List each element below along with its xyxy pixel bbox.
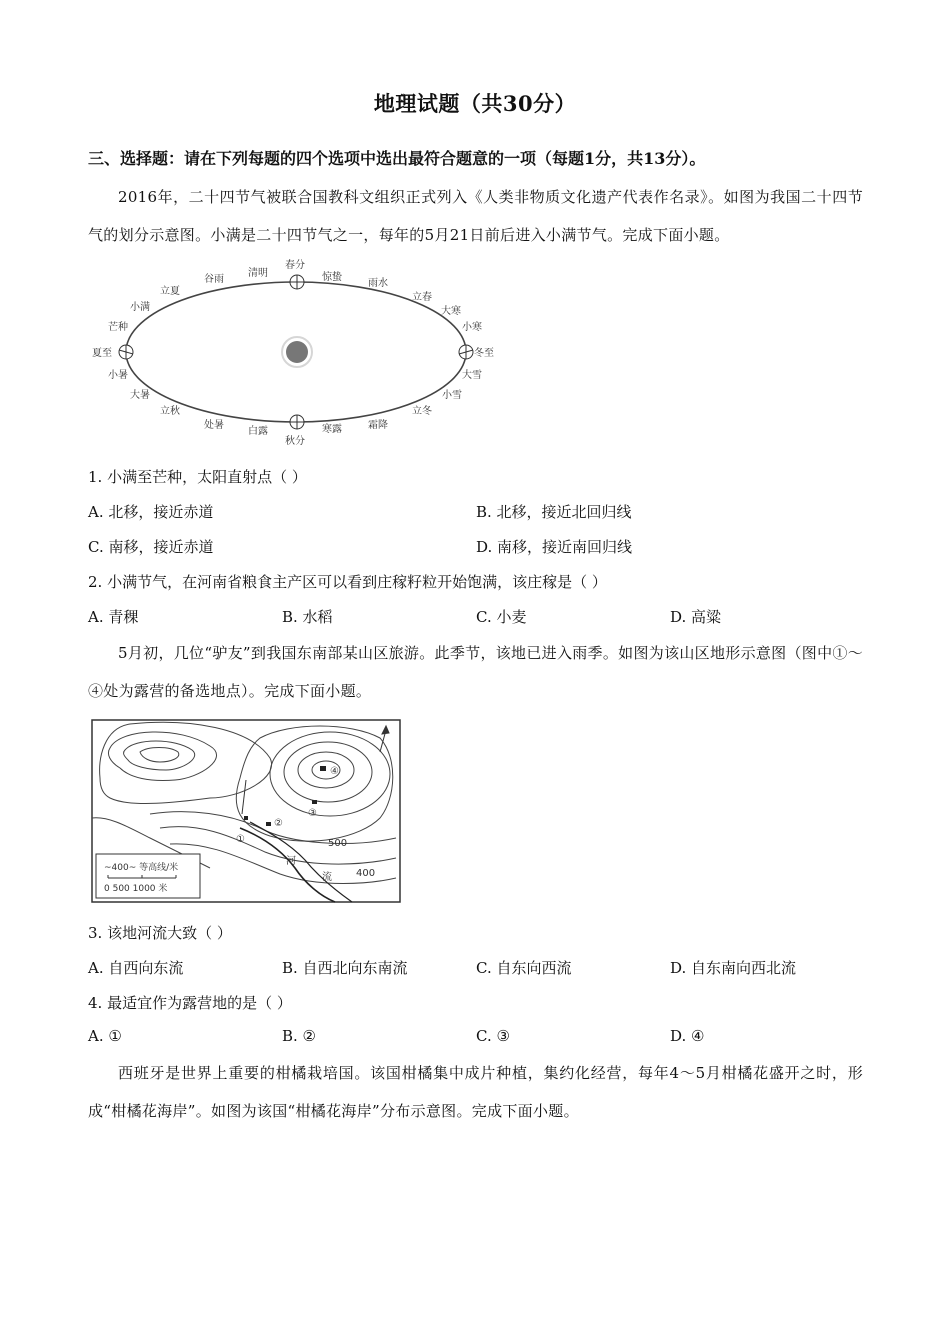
q1-option-b[interactable]: B. 北移，接近北回归线 <box>476 503 632 521</box>
q3-option-d[interactable]: D. 自东南向西北流 <box>670 959 797 977</box>
term-label: 白露 <box>248 426 268 437</box>
term-label: 雨水 <box>368 278 388 289</box>
q2-option-d[interactable]: D. 高粱 <box>670 608 722 626</box>
term-label: 小寒 <box>462 322 482 333</box>
page-title: 地理试题（共30分） <box>373 91 577 116</box>
camp-marker-4: ④ <box>330 766 339 777</box>
term-label: 寒露 <box>322 424 342 435</box>
legend-scale: 0 500 1000 米 <box>104 884 168 894</box>
term-label: 大雪 <box>462 370 482 381</box>
term-label: 惊蛰 <box>322 272 342 283</box>
term-label: 谷雨 <box>204 274 224 285</box>
term-label: 立夏 <box>160 286 180 297</box>
term-label: 霜降 <box>368 420 388 431</box>
question-2: 2. 小满节气，在河南省粮食主产区可以看到庄稼籽粒开始饱满，该庄稼是（ ） <box>88 573 607 591</box>
q1-option-c[interactable]: C. 南移，接近赤道 <box>88 538 214 556</box>
q3-option-a[interactable]: A. 自西向东流 <box>88 959 184 977</box>
passage-citrus: 西班牙是世界上重要的柑橘栽培国。该国柑橘集中成片种植，集约化经营，每年4～5月柑橘花盛开之时，形成“柑橘花海岸”。如图为该国“柑橘花海岸”分布示意图。完成下面小题。 <box>88 1064 863 1120</box>
earth-icon-spring <box>290 275 304 289</box>
term-label: 立秋 <box>160 406 180 417</box>
question-4: 4. 最适宜作为露营地的是（ ） <box>88 994 292 1012</box>
camp-marker-2: ② <box>274 818 283 829</box>
q4-option-d[interactable]: D. ④ <box>670 1027 705 1045</box>
question-3: 3. 该地河流大致（ ） <box>88 924 232 942</box>
legend-contour: ~400~ 等高线/米 <box>104 863 179 873</box>
term-label: 小满 <box>130 302 150 313</box>
term-label: 立春 <box>412 292 432 303</box>
solar-terms-diagram <box>88 256 482 448</box>
q1-option-a[interactable]: A. 北移，接近赤道 <box>88 503 214 521</box>
q4-option-b[interactable]: B. ② <box>282 1027 317 1045</box>
q2-option-c[interactable]: C. 小麦 <box>476 608 527 626</box>
river-label: 流 <box>322 872 332 883</box>
contour-map <box>90 718 402 904</box>
term-label-dongzhi-wrap <box>470 344 510 360</box>
sun-icon <box>286 341 308 363</box>
q4-option-a[interactable]: A. ① <box>88 1027 122 1045</box>
contour-label: 500 <box>328 838 348 849</box>
term-label: 冬至 <box>474 348 494 359</box>
q3-option-c[interactable]: C. 自东向西流 <box>476 959 572 977</box>
term-label: 秋分 <box>285 436 305 447</box>
camp-marker-3: ③ <box>308 808 317 819</box>
q3-option-b[interactable]: B. 自西北向东南流 <box>282 959 408 977</box>
term-label: 小雪 <box>442 390 462 401</box>
contour-label: 400 <box>356 868 376 879</box>
earth-icon-autumn <box>290 415 304 429</box>
q2-option-b[interactable]: B. 水稻 <box>282 608 333 626</box>
term-label: 大寒 <box>441 306 461 317</box>
term-label: 清明 <box>248 268 268 279</box>
term-label: 芒种 <box>108 322 128 333</box>
term-label: 夏至 <box>92 348 112 359</box>
earth-icon-summer <box>119 345 133 359</box>
passage-mountain: 5月初，几位“驴友”到我国东南部某山区旅游。此季节，该地已进入雨季。如图为该山区地形示意图（图中①～④处为露营的备选地点）。完成下面小题。 <box>88 644 863 700</box>
q4-option-c[interactable]: C. ③ <box>476 1027 510 1045</box>
q2-option-a[interactable]: A. 青稞 <box>88 608 139 626</box>
river-label: 河 <box>286 856 296 867</box>
q1-option-d[interactable]: D. 南移，接近南回归线 <box>476 538 633 556</box>
term-label: 立冬 <box>412 406 432 417</box>
term-label: 处暑 <box>204 420 224 431</box>
camp-marker-1: ① <box>236 834 245 845</box>
term-label: 大暑 <box>130 390 150 401</box>
passage-solar-terms: 2016年，二十四节气被联合国教科文组织正式列入《人类非物质文化遗产代表作名录》。如图为我国二十四节气的划分示意图。小满是二十四节气之一，每年的5月21日前后进入小满节气。完成下面小题。 <box>88 188 863 244</box>
question-1: 1. 小满至芒种，太阳直射点（ ） <box>88 468 307 486</box>
term-label: 春分 <box>285 260 305 271</box>
section-heading: 三、选择题：请在下列每题的四个选项中选出最符合题意的一项（每题1分，共13分）。 <box>88 149 706 168</box>
term-label: 小暑 <box>108 370 128 381</box>
